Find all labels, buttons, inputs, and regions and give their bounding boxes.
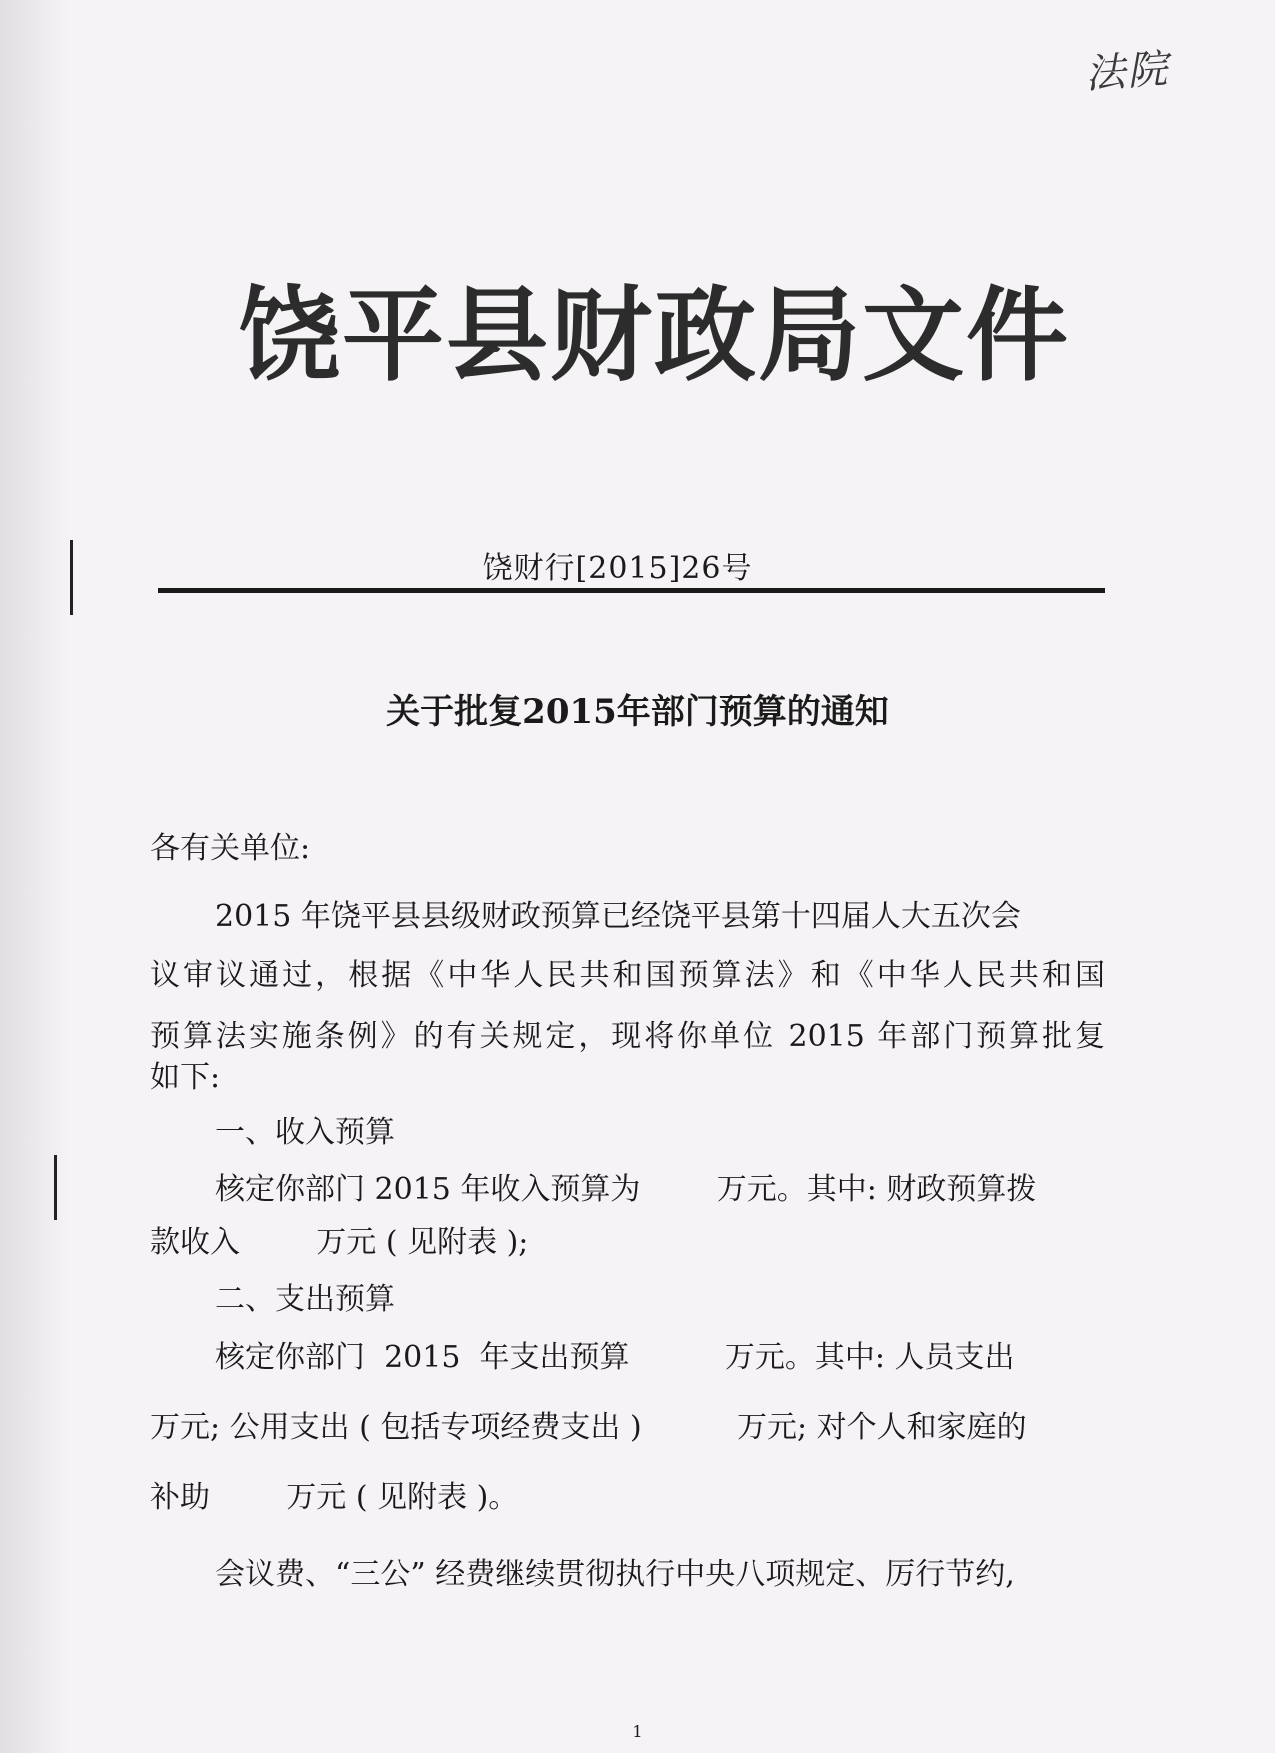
paragraph-line: 补助 万元 ( 见附表 )。	[150, 1480, 519, 1515]
section-heading: 一、收入预算	[215, 1115, 395, 1150]
bleed-through-text	[160, 158, 700, 202]
paragraph-line: 如下:	[150, 1060, 221, 1095]
paragraph-line: 2015 年饶平县县级财政预算已经饶平县第十四届人大五次会	[215, 899, 1021, 934]
binding-mark	[70, 540, 73, 615]
notice-title: 关于批复2015年部门预算的通知	[386, 692, 889, 732]
binding-mark	[54, 1155, 57, 1220]
paragraph-line: 万元; 公用支出 ( 包括专项经费支出 ) 万元; 对个人和家庭的	[150, 1410, 1027, 1445]
paragraph-line: 款收入 万元 ( 见附表 );	[150, 1225, 529, 1260]
addressee: 各有关单位:	[150, 831, 311, 866]
paragraph-line: 会议费、“三公” 经费继续贯彻执行中央八项规定、厉行节约,	[215, 1557, 1015, 1592]
paragraph-line: 核定你部门 2015 年收入预算为 万元。其中: 财政预算拨	[215, 1172, 1037, 1207]
paragraph-line: 议审议通过，根据《中华人民共和国预算法》和《中华人民共和国	[150, 958, 1105, 993]
paragraph-line: 核定你部门 2015 年支出预算 万元。其中: 人员支出	[215, 1340, 1015, 1375]
document-header-title: 饶平县财政局文件	[238, 276, 1070, 396]
document-number: 饶财行[2015]26号	[482, 551, 753, 586]
page-number: 1	[632, 1722, 643, 1741]
handwritten-note: 法院	[1083, 46, 1171, 98]
header-divider	[158, 588, 1105, 593]
section-heading: 二、支出预算	[215, 1282, 395, 1317]
paragraph-line: 预算法实施条例》的有关规定，现将你单位 2015 年部门预算批复	[150, 1019, 1105, 1054]
scan-edge-shadow	[0, 0, 70, 1753]
